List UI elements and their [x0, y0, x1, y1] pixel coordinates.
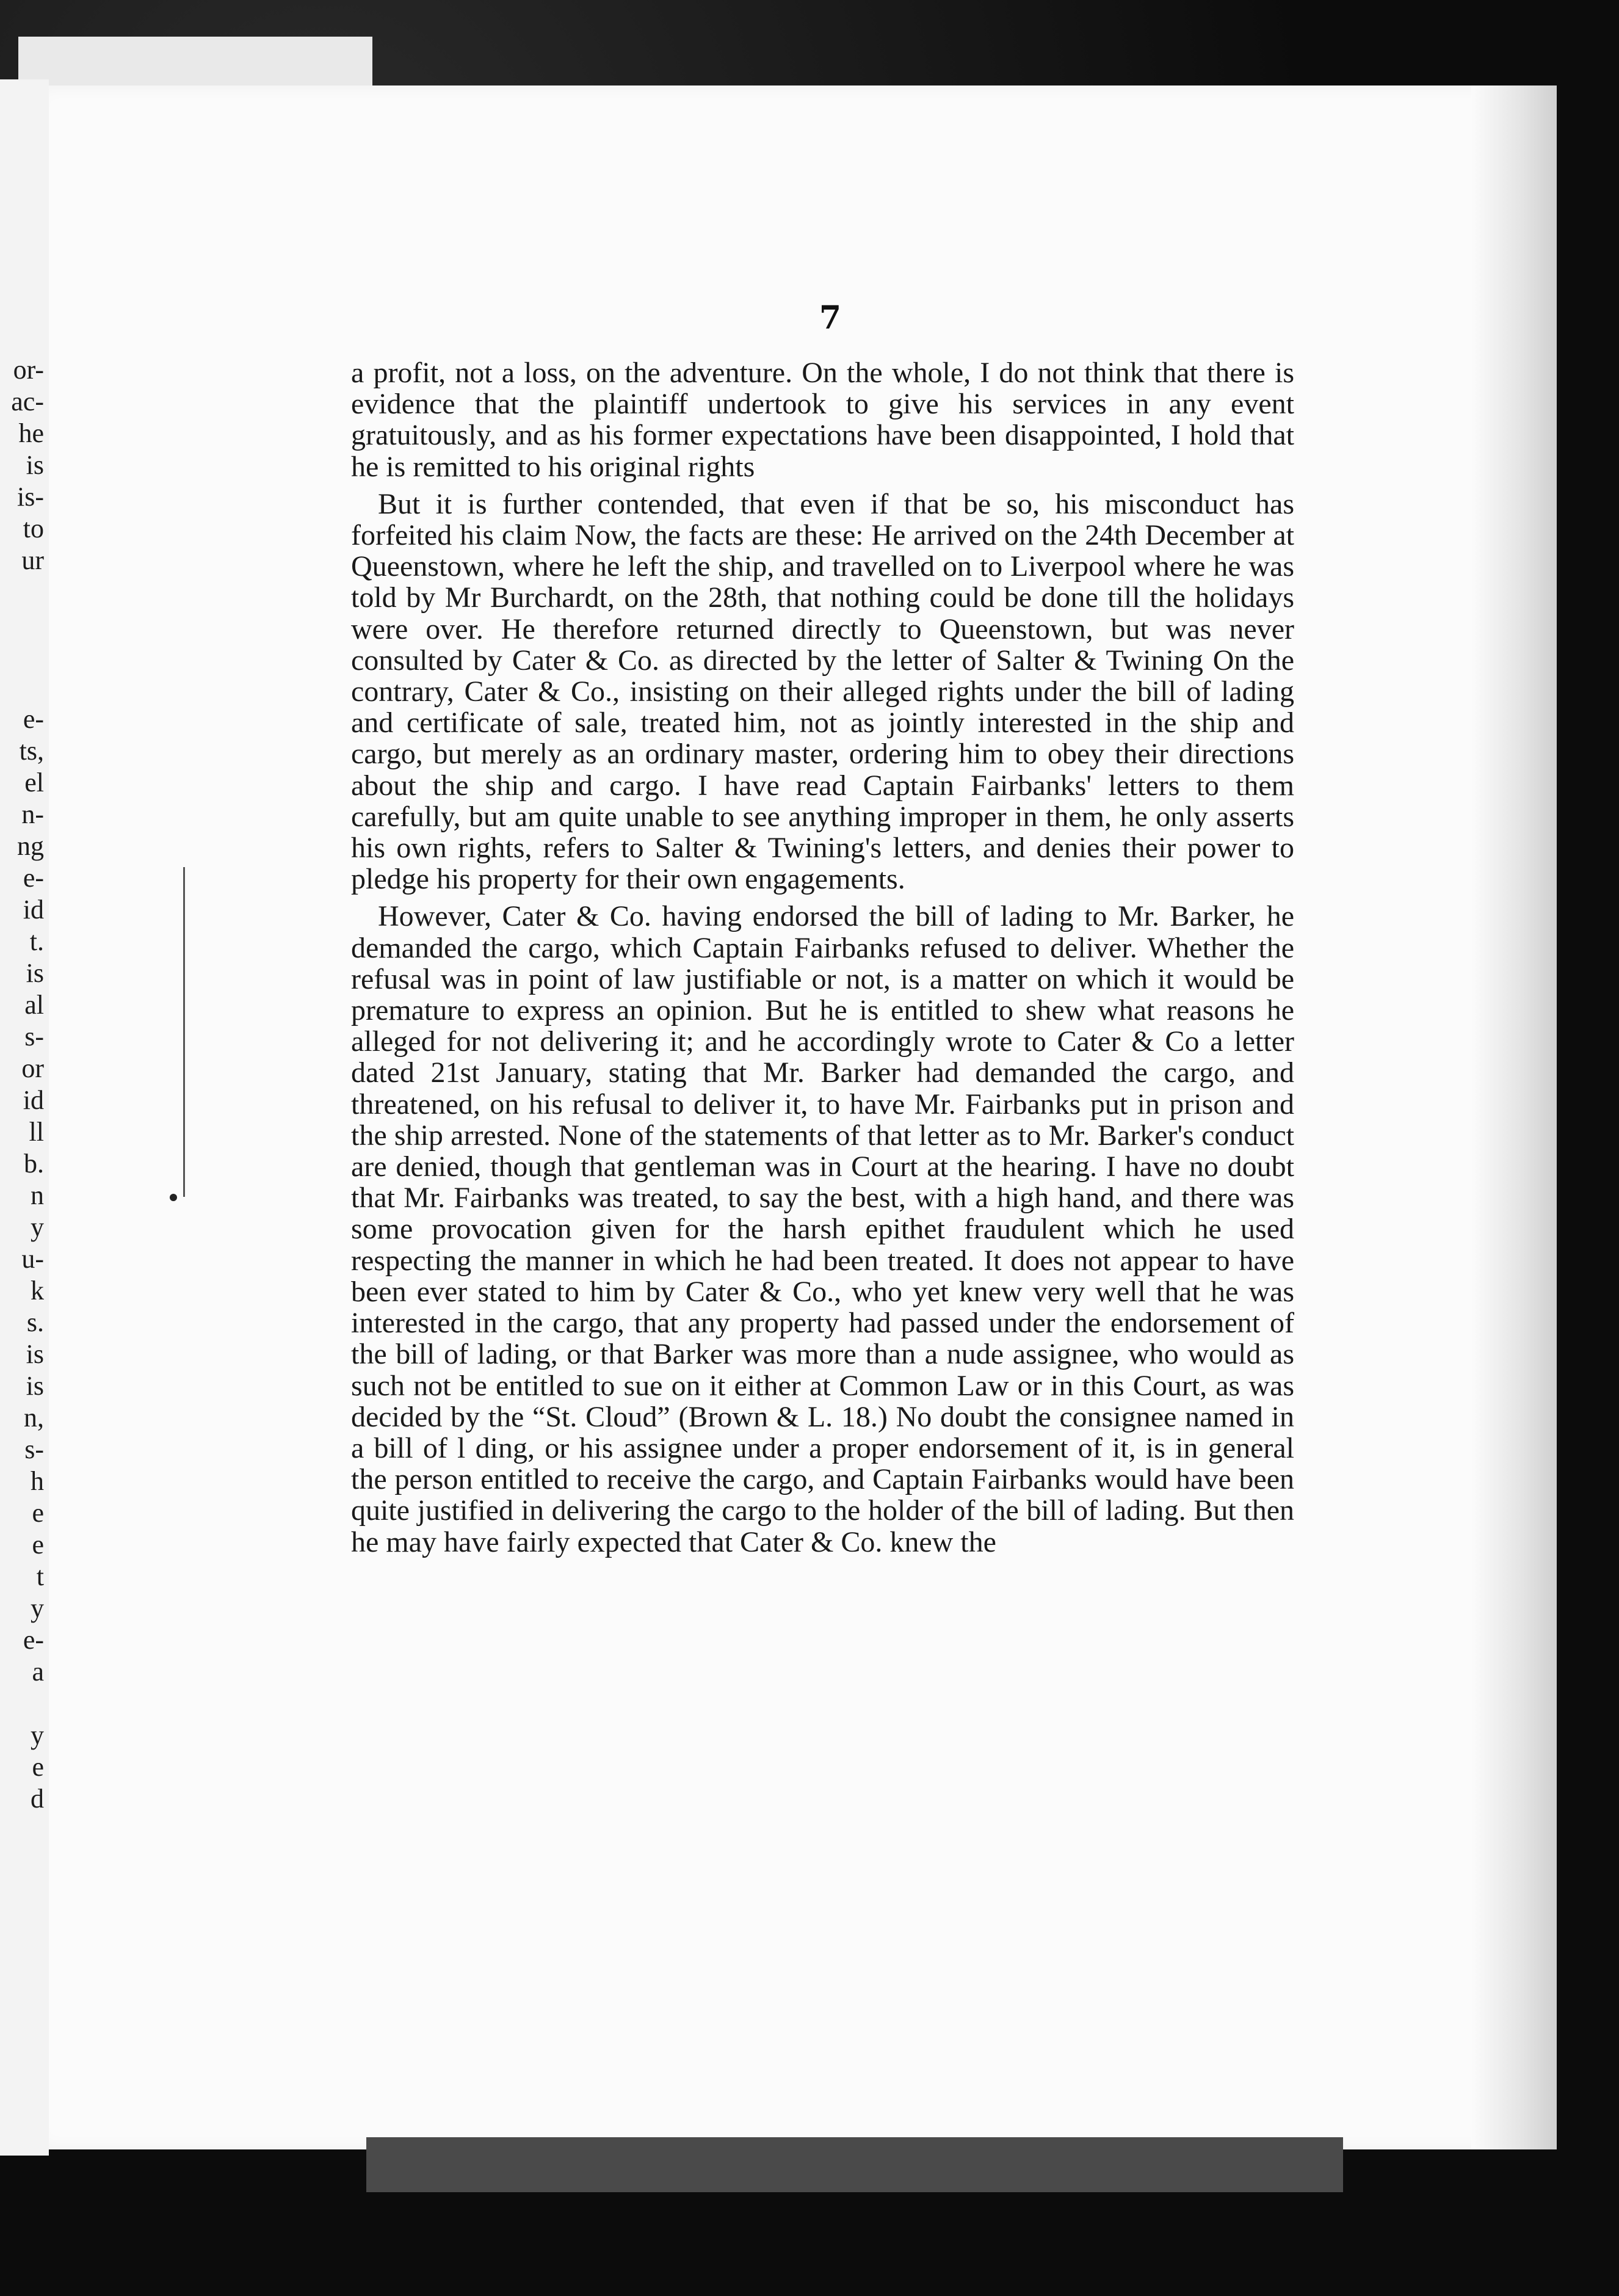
facing-page-line: is-: [17, 482, 44, 512]
facing-page-line: t: [36, 1561, 44, 1591]
facing-page-line: s.: [26, 1307, 44, 1337]
facing-page-line: d: [31, 1784, 44, 1814]
facing-page-line: ng: [17, 831, 44, 861]
facing-page-line: u-: [21, 1244, 44, 1274]
facing-page-line: [0, 640, 44, 672]
paragraph: a profit, not a loss, on the adventure. On the whole, I do not think that there is evidence that the plaintiff undertook to give his services in any event gratuitously, and as his former expectations have been disappointed, I hold that he is remitted to his original rights: [351, 357, 1294, 483]
facing-page-line: el: [24, 768, 44, 797]
facing-page-line: [0, 1688, 44, 1720]
facing-page-line: he: [18, 418, 44, 448]
facing-page-line: ac-: [11, 387, 44, 416]
facing-page-line: s-: [24, 1434, 44, 1464]
facing-page-line: ts,: [19, 736, 44, 766]
facing-page-line: n-: [21, 799, 44, 829]
facing-page-line: y: [31, 1593, 44, 1623]
binding-dot: [170, 1194, 177, 1201]
facing-page-line: e: [32, 1498, 44, 1528]
page-number: 7: [819, 299, 842, 336]
facing-page-line: is: [26, 1371, 44, 1401]
facing-page-line: b.: [24, 1149, 44, 1179]
paper-strip-top: [18, 37, 372, 85]
facing-page-line: is: [26, 450, 44, 480]
facing-page-line: e-: [23, 1625, 44, 1655]
facing-page-line: y: [31, 1212, 44, 1242]
facing-page-line: is: [26, 1339, 44, 1369]
facing-page-line: e-: [23, 863, 44, 893]
paper-strip-bottom: [366, 2137, 1343, 2192]
facing-page-line: t.: [29, 926, 44, 956]
facing-page-line: e: [32, 1530, 44, 1560]
facing-page-line: [0, 672, 44, 703]
facing-page-line: n,: [24, 1403, 44, 1433]
facing-page-line: id: [23, 895, 44, 925]
facing-page-line: a: [32, 1657, 44, 1687]
page-edge-shadow: [1471, 85, 1557, 2149]
facing-page-line: k: [31, 1276, 44, 1306]
binding-mark: [183, 867, 190, 1197]
facing-page-line: [0, 576, 44, 608]
facing-page-line: or-: [13, 355, 44, 385]
facing-page-line: s-: [24, 1022, 44, 1052]
facing-page-line: e-: [23, 704, 44, 734]
paragraph: However, Cater & Co. having endorsed the bill of lading to Mr. Barker, he demanded the cargo, which Captain Fairbanks refused to deliver. Whether the refusal was in point of law justifiable or not, is a matter on which it would be premature to express an opinion. But he is entitled to shew what reasons he alleged for not delivering it; and he accordingly wrote to Cater & Co a letter dated 21st January, stating that Mr. Barker had demanded the cargo, and threatened, on his refusal to deliver it, to have Mr. Fairbanks put in prison and the ship arrested. None of the statements of that letter as to Mr. Barker's conduct are denied, though that gentleman was in Court at the hearing. I have no doubt that Mr. Fairbanks was treated, to say the best, with a high hand, and there was some provocation given for the harsh epithet fraudulent which he used respecting the manner in which he had been treated. It does not appear to have been ever stated to him by Cater & Co., who yet knew very well that he was interested in the cargo, that any property had passed under the endorsement of the bill of lading, or that Barker was more than a nude assignee, who would as such not be entitled to sue on it either at Common Law or in this Court, as was decided by the “St. Cloud” (Brown & L. 18.) No doubt the consignee named in a bill of l ding, or his assignee under a proper endorsement of it, is in general the person entitled to receive the cargo, and Captain Fairbanks would have been quite justified in delivering the cargo to the holder of the bill of lading. But then he may have fairly expected that Cater & Co. knew the: [351, 900, 1294, 1558]
facing-page-line: h: [31, 1466, 44, 1496]
facing-page-line: n: [31, 1180, 44, 1210]
paragraph: But it is further contended, that even if that be so, his misconduct has forfeited his claim Now, the facts are these: He arrived on the 24th December at Queenstown, where he left the ship, and travelled on to Liverpool where he was told by Mr Burchardt, on the 28th, that nothing could be done till the holidays were over. He therefore returned directly to Queenstown, but was never consulted by Cater & Co. as directed by the letter of Salter & Twining On the contrary, Cater & Co., insisting on their alleged rights under the bill of lading and certificate of sale, treated him, not as jointly interested in the ship and cargo, but merely as an ordinary master, ordering him to obey their directions about the ship and cargo. I have read Captain Fairbanks' letters to them carefully, but am quite unable to see anything improper in them, he only asserts his own rights, refers to Salter & Twining's letters, and denies their power to pledge his property for their own engagements.: [351, 487, 1294, 896]
body-text: [351, 357, 1294, 1859]
facing-page-line: or: [21, 1053, 44, 1083]
facing-page-line: e: [32, 1752, 44, 1782]
facing-page-line: id: [23, 1085, 44, 1115]
facing-page-line: is: [26, 958, 44, 988]
facing-page-line: y: [31, 1720, 44, 1750]
facing-page-line: to: [23, 514, 44, 543]
facing-page-line: al: [24, 990, 44, 1020]
facing-page-text: [0, 354, 49, 1815]
facing-page-line: ll: [29, 1117, 44, 1147]
facing-page-line: [0, 608, 44, 640]
facing-page-line: ur: [21, 545, 44, 575]
